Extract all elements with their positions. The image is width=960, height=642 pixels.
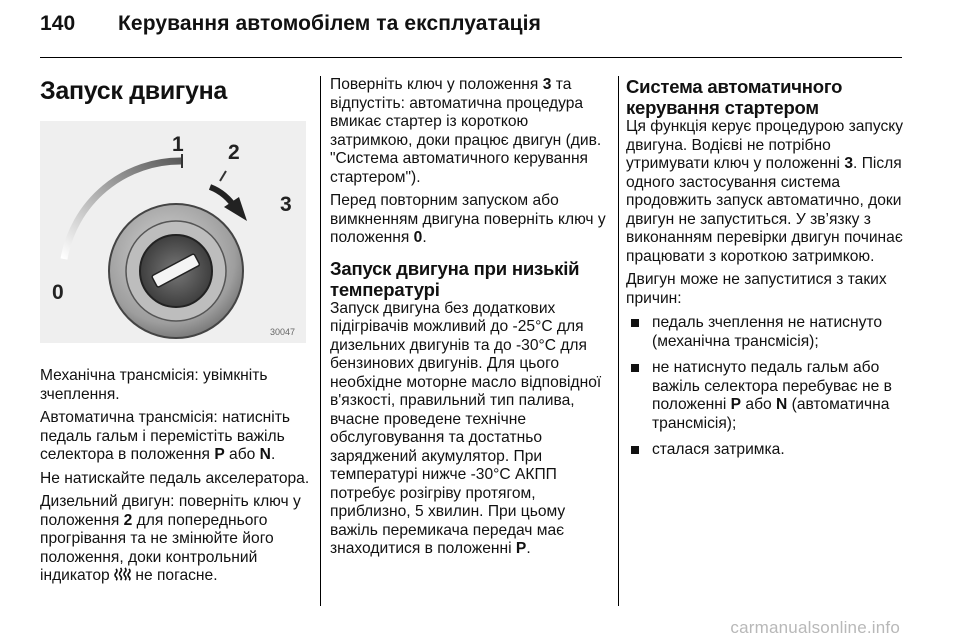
column-divider [618,76,619,606]
list-item [626,359,906,433]
position-p: P [730,396,742,413]
ignition-figure [40,121,306,343]
subsection-title: Запуск двигуна при низькій температурі [330,257,580,300]
position-2: 2 [123,511,133,529]
paragraph [40,470,310,489]
subsection-title: Система автоматичного керування стартером [626,76,843,118]
text: . Після одного застосування система продовжить запуск автоматично, доки двигун не запуститься. У зв’язку з виконанням перевірки двигун починає працювати з короткою затримкою. [626,155,903,265]
label-2: 2 [228,141,240,164]
text: Ця функція керує процедурою запуску двигуна. Водієві не потрібно утримувати ключ у положенні [626,118,904,172]
text: для попереднього прогрівання та не змінюйте його положення, доки контрольний індикатор [40,511,274,584]
paragraph [330,300,612,559]
header-rule [40,57,902,58]
label-1: 1 [172,133,184,156]
text: . [526,540,531,557]
text: не погасне. [131,567,218,584]
paragraph [40,409,310,465]
text-no-accelerator: Не натискайте педаль акселератора. [40,469,310,487]
bullet-square [631,364,639,372]
paragraph [626,118,906,266]
position-p: P [515,540,527,557]
label-0: 0 [52,281,64,304]
position-3: 3 [844,155,854,172]
column-3 [626,76,906,468]
paragraph [40,493,310,586]
text: Перед повторним запуском або вимкненням двигуна поверніть ключ у положення [330,192,606,246]
text: Автоматична трансмісія: натисніть педаль гальм і перемістіть важіль селектора в положення [40,409,291,463]
position-0: 0 [413,229,423,246]
column-1 [40,60,310,591]
text-cold-start: Запуск двигуна без додаткових підігрівачів можливий до -25°С для дизельних двигунів та до -30°С для бензинових двигунів. Для цього необхідне моторне масло відповідної в'язкості, правильний тип палива, вчасне проведене технічне обслуговування та достатньо заряджений акумулятор. При температурі нижче -30°С АКПП потребує розігріву протягом, приблизно, 5 хвилин. При цьому важіль перемикача передач має знаходитися в положенні [330,299,602,557]
ignition-switch-illustration [40,121,306,343]
column-divider [320,76,321,606]
list-item-text: (автоматична трансмісія); [652,396,890,432]
list-item [626,441,906,460]
text: . [270,446,276,463]
paragraph [626,271,906,308]
figure-code: 30047 [270,327,296,337]
text: . [422,229,427,246]
watermark: carmanualsonline.info [730,618,900,637]
glow-plug-icon [114,567,131,581]
position-p: P [214,446,225,463]
section-title: Запуск двигуна [40,77,228,105]
label-3: 3 [280,193,292,216]
text: Дизельний двигун: поверніть ключ у положення [40,493,301,529]
text: або [224,446,260,463]
reasons-list [626,314,906,460]
list-item-text: або [741,396,777,413]
text-reasons-intro: Двигун може не запуститися з таких причин: [626,271,887,307]
paragraph [330,192,612,248]
paragraph [40,367,310,404]
text: та відпустіть: автоматична процедура вмикає стартер із короткою затримкою, доки працює двигун (див. "Система автоматичного керування стартером"). [330,76,602,186]
list-item-text: сталася затримка. [652,441,785,458]
paragraph [330,76,612,187]
bullet-square [631,446,639,454]
column-2 [330,76,612,564]
list-item-text: педаль зчеплення не натиснуто (механічна трансмісія); [652,314,882,350]
chapter-title: Керування автомобілем та експлуатація [118,12,541,35]
position-n: N [259,446,271,463]
position-3: 3 [542,76,552,93]
text: Поверніть ключ у положення [330,76,543,93]
list-item [626,314,906,351]
page-header [40,12,541,36]
page-number: 140 [40,12,76,35]
list-item-text: не натиснуто педаль гальм або важіль селектора перебуває не в положенні [652,359,892,413]
text-manual-transmission: Механічна трансмісія: увімкніть зчеплення. [40,367,268,403]
position-n: N [776,396,788,413]
bullet-square [631,319,639,327]
